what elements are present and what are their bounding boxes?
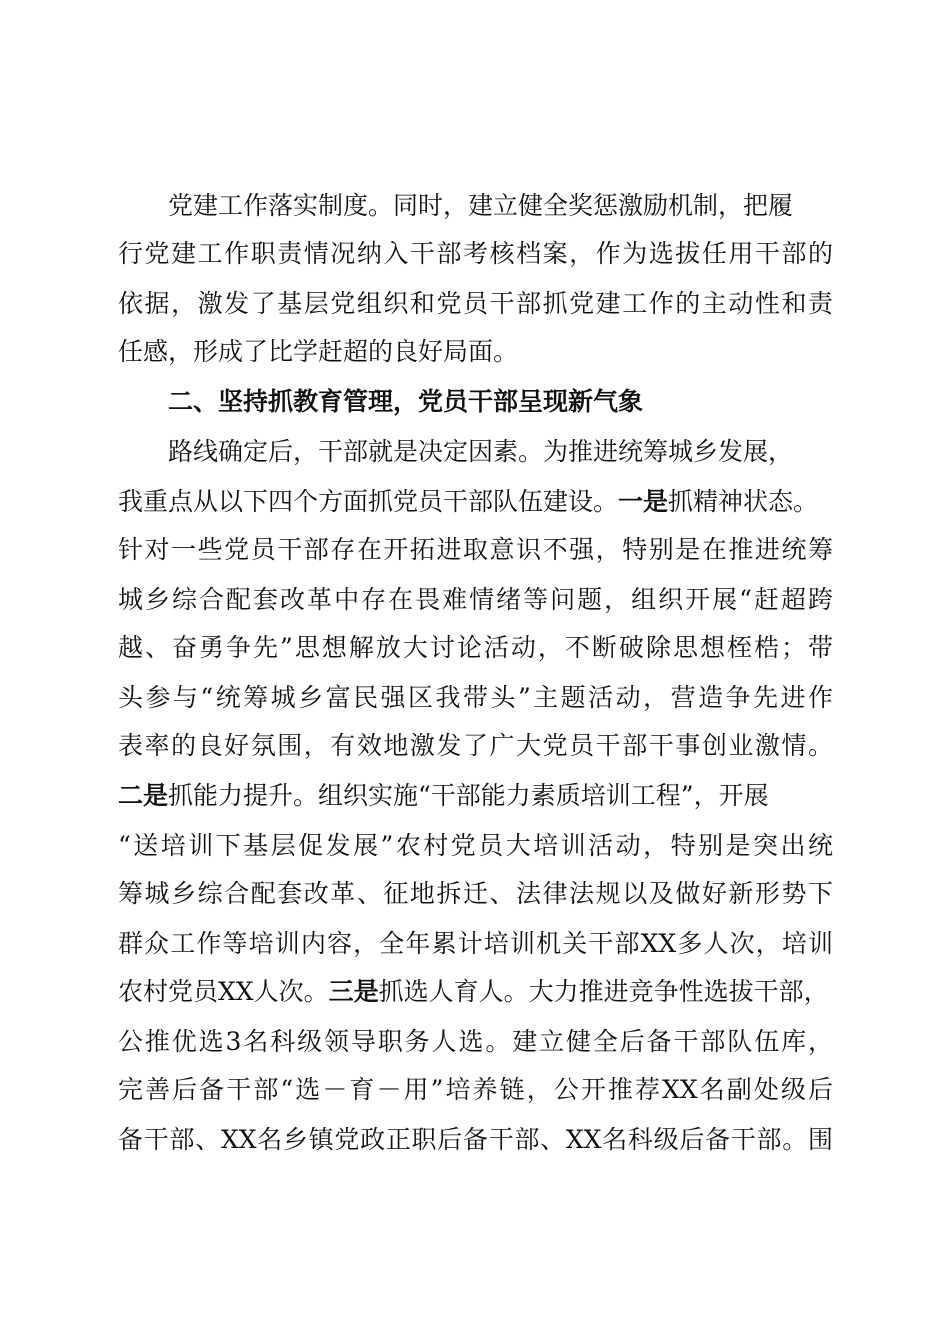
emphasis-label: 一是 <box>618 487 669 516</box>
line-text: 我重点从以下四个方面抓党员干部队伍建设。 <box>118 487 619 516</box>
paragraph-line: 头参与“统筹城乡富民强区我带头”主题活动，营造争先进作 <box>118 683 833 712</box>
paragraph-line: 依据，激发了基层党组织和党员干部抓党建工作的主动性和责 <box>118 289 833 318</box>
line-text: 农村党员XX人次。 <box>118 977 329 1006</box>
paragraph-line <box>118 478 833 526</box>
paragraph-line: 党建工作落实制度。同时，建立健全奖惩激励机制，把履 <box>168 191 794 220</box>
emphasis-label: 三是 <box>328 977 379 1006</box>
paragraph-line: 越、奋勇争先”思想解放大讨论活动，不断破除思想桎梏；带 <box>118 633 833 662</box>
paragraph-line <box>118 968 833 1016</box>
section-heading: 二、坚持抓教育管理，党员干部呈现新气象 <box>168 387 644 416</box>
emphasis-label: 二是 <box>118 781 169 810</box>
paragraph-line: 路线确定后，干部就是决定因素。为推进统筹城乡发展， <box>168 437 794 466</box>
line-text: 抓选人育人。大力推进竞争性选拔干部， <box>378 977 829 1006</box>
paragraph-line: 行党建工作职责情况纳入干部考核档案，作为选拔任用干部的 <box>118 239 833 268</box>
paragraph-line <box>118 772 833 820</box>
paragraph-line: 城乡综合配套改革中存在畏难情绪等问题，组织开展“赶超跨 <box>118 585 833 614</box>
paragraph-line: 公推优选3名科级领导职务人选。建立健全后备干部队伍库， <box>118 1027 833 1056</box>
line-text: 抓能力提升。组织实施“干部能力素质培训工程”，开展 <box>168 781 769 810</box>
paragraph-line: 筹城乡综合配套改革、征地拆迁、法律法规以及做好新形势下 <box>118 879 833 908</box>
paragraph-line: 针对一些党员干部存在开拓进取意识不强，特别是在推进统筹 <box>118 535 833 564</box>
paragraph-line: 备干部、XX名乡镇党政正职后备干部、XX名科级后备干部。围 <box>118 1125 833 1154</box>
paragraph-line: 群众工作等培训内容，全年累计培训机关干部XX多人次，培训 <box>118 929 833 958</box>
paragraph-line: “送培训下基层促发展”农村党员大培训活动，特别是突出统 <box>118 831 833 860</box>
paragraph-line: 完善后备干部“选－育－用”培养链，公开推荐XX名副处级后 <box>118 1075 833 1104</box>
paragraph-line: 表率的良好氛围，有效地激发了广大党员干部干事创业激情。 <box>118 731 833 760</box>
line-text: 抓精神状态。 <box>668 487 819 516</box>
paragraph-line: 任感，形成了比学赶超的良好局面。 <box>118 337 519 366</box>
